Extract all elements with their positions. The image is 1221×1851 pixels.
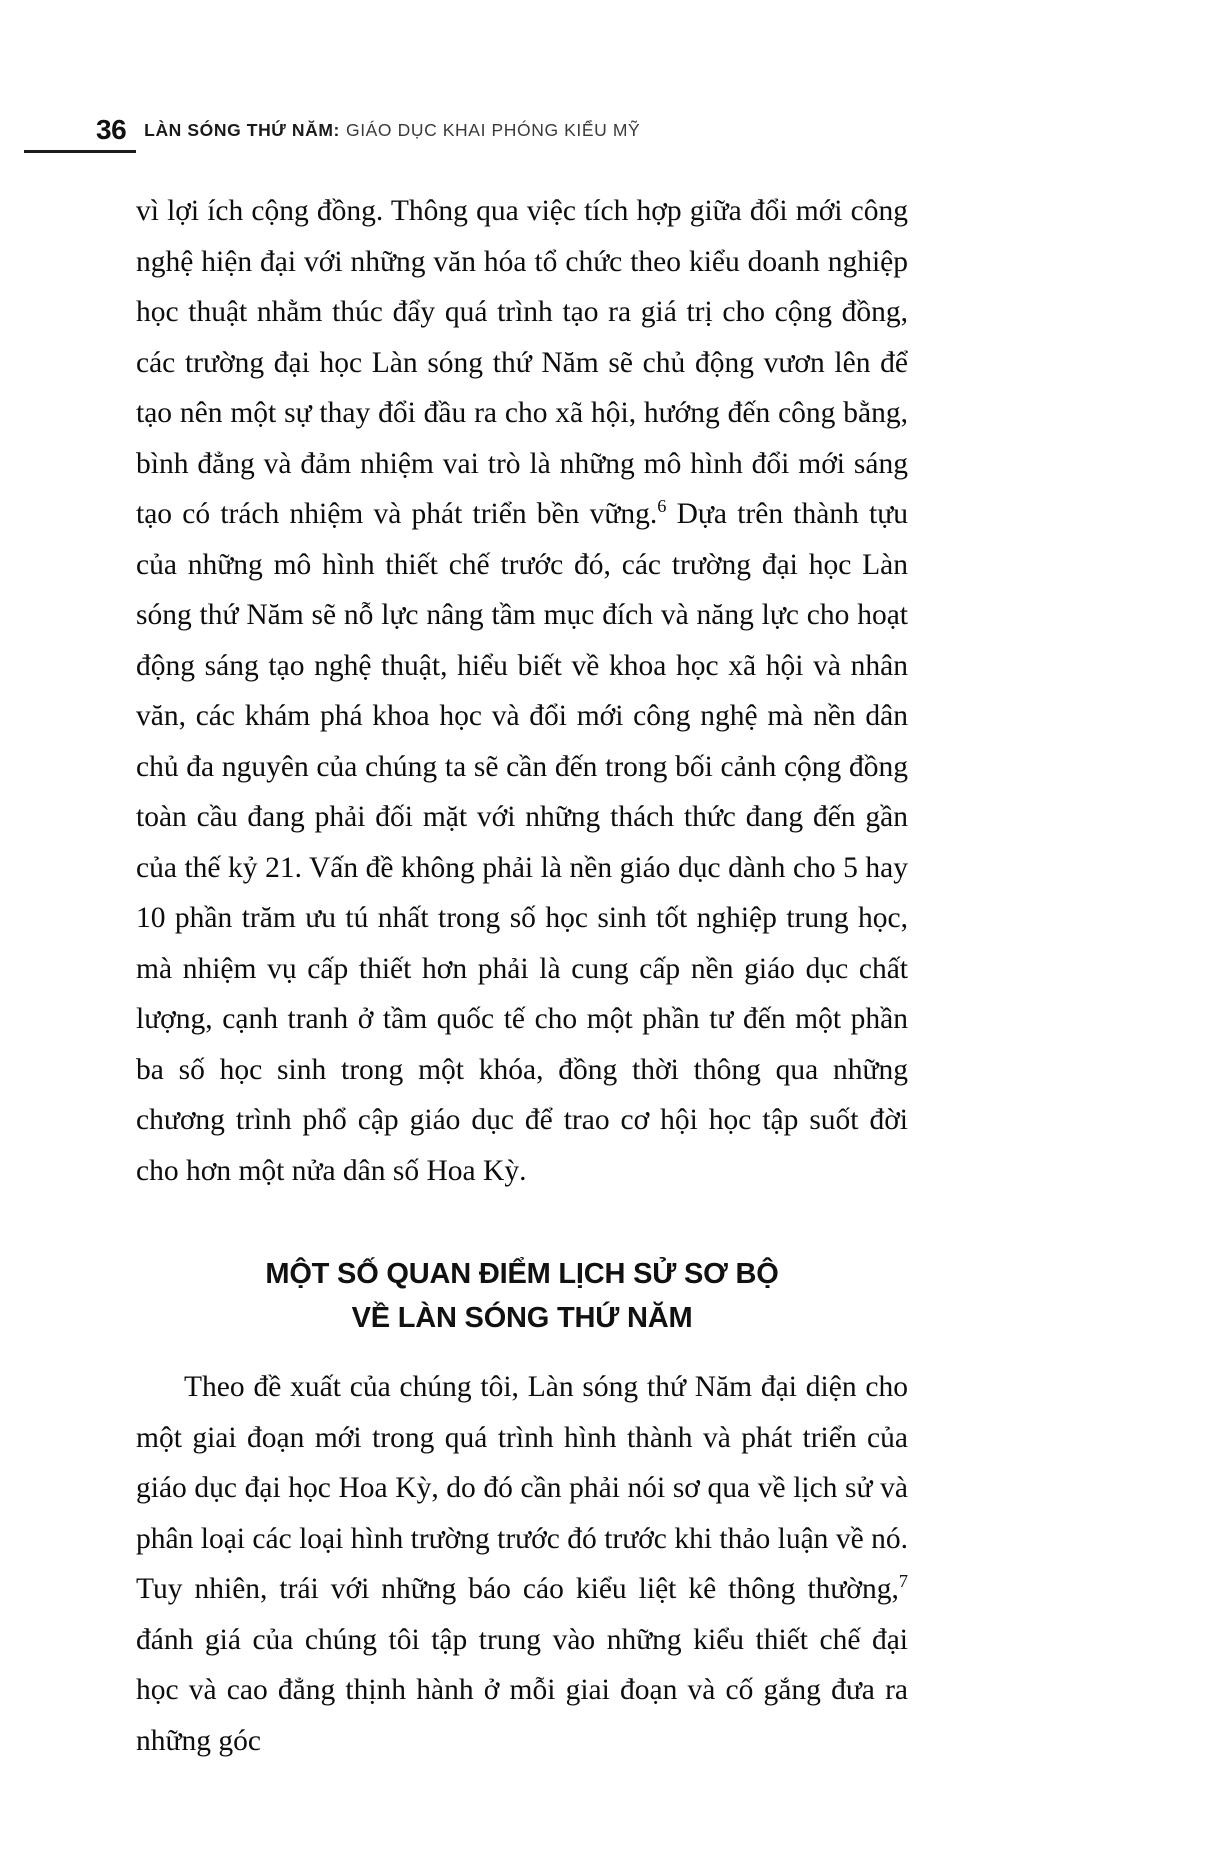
running-head xyxy=(96,108,1126,152)
section-heading-line-1: MỘT SỐ QUAN ĐIỂM LỊCH SỬ SƠ BỘ xyxy=(265,1258,779,1290)
section-heading-line-2: VỀ LÀN SÓNG THỨ NĂM xyxy=(351,1302,693,1334)
page-content xyxy=(136,186,908,1766)
footnote-marker-7: 7 xyxy=(898,1571,908,1592)
paragraph-2-part-1: Theo đề xuất của chúng tôi, Làn sóng thứ Năm đại diện cho một giai đoạn mới trong quá trình hình thành và phát triển của giáo dục đại học Hoa Kỳ, do đó cần phải nói sơ qua về lịch sử và phân loại các loại hình trường trước đó trước khi thảo luận về nó. Tuy nhiên, trái với những báo cáo kiểu liệt kê thông thường, xyxy=(136,1371,908,1605)
running-head-subtitle: GIÁO DỤC KHAI PHÓNG KIỂU MỸ xyxy=(345,119,641,140)
paragraph-2-part-2: đánh giá của chúng tôi tập trung vào những kiểu thiết chế đại học và cao đẳng thịnh hành ở mỗi giai đoạn và cố gắng đưa ra những góc xyxy=(136,1623,908,1757)
paragraph-1-part-2: Dựa trên thành tựu của những mô hình thiết chế trước đó, các trường đại học Làn sóng thứ Năm sẽ nỗ lực nâng tầm mục đích và năng lực cho hoạt động sáng tạo nghệ thuật, hiểu biết về khoa học xã hội và nhân văn, các khám phá khoa học và đổi mới công nghệ mà nền dân chủ đa nguyên của chúng ta sẽ cần đến trong bối cảnh cộng đồng toàn cầu đang phải đối mặt với những thách thức đang đến gần của thế kỷ 21. Vấn đề không phải là nền giáo dục dành cho 5 hay 10 phần trăm ưu tú nhất trong số học sinh tốt nghiệp trung học, mà nhiệm vụ cấp thiết hơn phải là cung cấp nền giáo dục chất lượng, cạnh tranh ở tầm quốc tế cho một phần tư đến một phần ba số học sinh trong một khóa, đồng thời thông qua những chương trình phổ cập giáo dục để trao cơ hội học tập suốt đời cho hơn một nửa dân số Hoa Kỳ. xyxy=(136,498,908,1187)
footnote-marker-6: 6 xyxy=(657,496,667,517)
running-head-title: LÀN SÓNG THỨ NĂM: xyxy=(144,119,340,140)
paragraph-continued xyxy=(136,186,908,1196)
paragraph-after-heading xyxy=(136,1362,908,1766)
page-number: 36 xyxy=(96,114,127,145)
section-heading xyxy=(136,1252,908,1340)
paragraph-1-part-1: vì lợi ích cộng đồng. Thông qua việc tích hợp giữa đổi mới công nghệ hiện đại với những văn hóa tổ chức theo kiểu doanh nghiệp học thuật nhằm thúc đẩy quá trình tạo ra giá trị cho cộng đồng, các trường đại học Làn sóng thứ Năm sẽ chủ động vươn lên để tạo nên một sự thay đổi đầu ra cho xã hội, hướng đến công bằng, bình đẳng và đảm nhiệm vai trò là những mô hình đổi mới sáng tạo có trách nhiệm và phát triển bền vững. xyxy=(136,195,908,530)
